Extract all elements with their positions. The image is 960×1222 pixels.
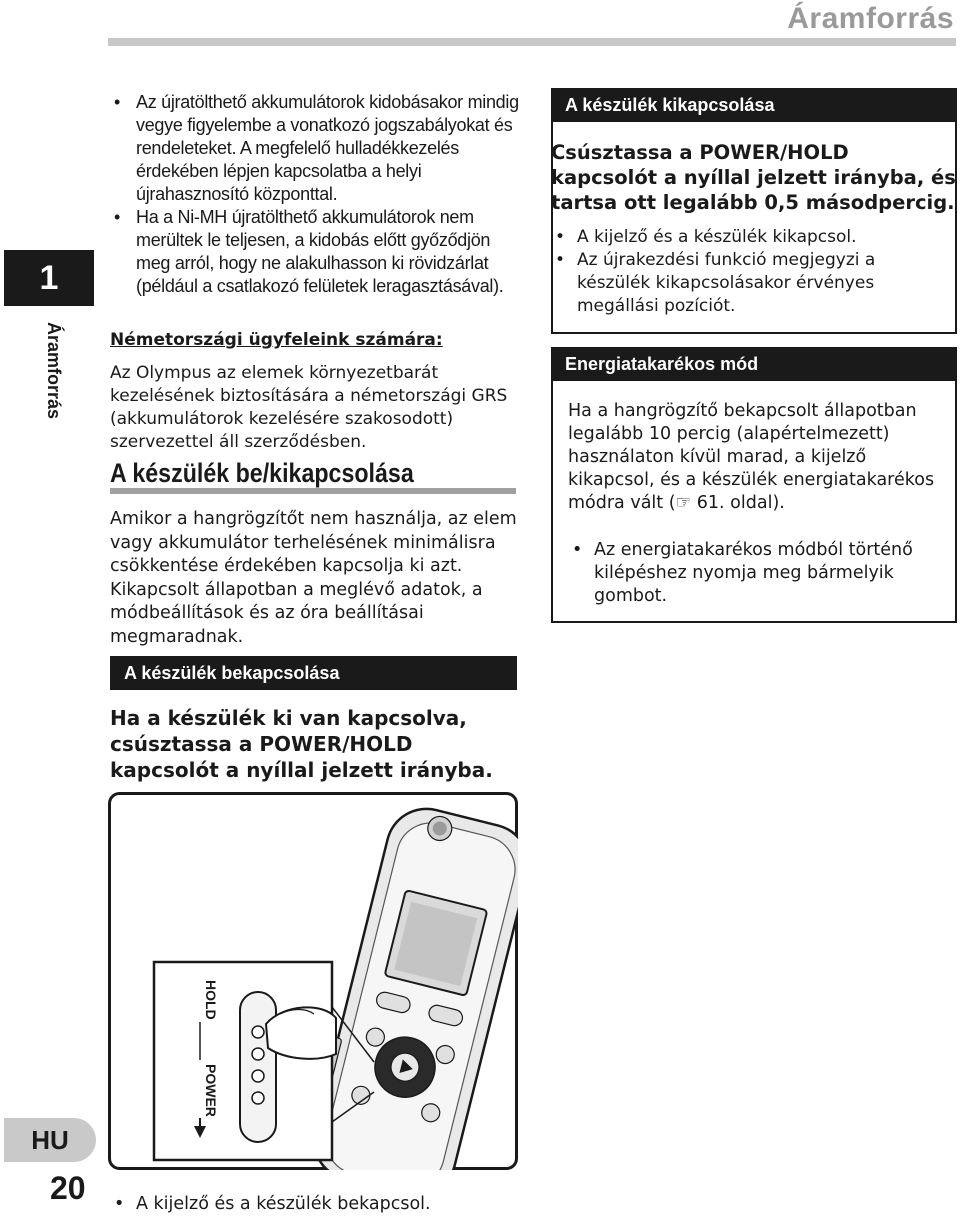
hold-label: HOLD bbox=[203, 980, 219, 1020]
power-label: POWER bbox=[203, 1064, 219, 1117]
chapter-number: 1 bbox=[39, 258, 59, 297]
intro-bullet-list bbox=[110, 91, 520, 298]
list-item: • Az energiatakarékos módból történő kilépéshez nyomja meg bármelyik gombot. bbox=[568, 539, 948, 608]
page-header-title: Áramforrás bbox=[787, 2, 954, 35]
list-item: • Ha a Ni-MH újratölthető akkumulátorok nem merültek le teljesen, a kidobás előtt győződjön meg arról, hogy ne alakulhasson ki rövidzárlat (például a csatlakozó felületek leragasztásával). bbox=[110, 206, 520, 298]
power-on-instruction: Ha a készülék ki van kapcsolva, csúsztassa a POWER/HOLD kapcsolót a nyíllal jelzett irányba. bbox=[110, 706, 493, 782]
energy-saving-bullet-list bbox=[568, 539, 948, 608]
language-tab bbox=[4, 1118, 96, 1162]
power-off-bullet-list bbox=[551, 226, 951, 318]
germany-text: Az Olympus az elemek környezetbarát kezelésének biztosítására a németországi GRS (akkumulátorok kezelésére szakosodott) szervezettel áll szerződésben. bbox=[110, 363, 508, 452]
power-on-heading-bar bbox=[110, 656, 517, 690]
language-code: HU bbox=[31, 1124, 69, 1155]
power-off-instruction: Csúsztassa a POWER/HOLD kapcsolót a nyíllal jelzett irányba, és tartsa ott legalább 0,5 másodpercig. bbox=[551, 141, 956, 214]
power-on-result-list bbox=[110, 1193, 530, 1216]
section-title: A készülék be/kikapcsolása bbox=[110, 458, 414, 488]
list-item: • A kijelző és a készülék kikapcsol. bbox=[551, 226, 951, 249]
list-item: • Az újratölthető akkumulátorok kidobásakor mindig vegye figyelembe a vonatkozó jogszabályokat és rendeleteket. A megfelelő hulladékkezelés érdekében lépjen kapcsolatba a helyi újrahasznosító központtal. bbox=[110, 91, 520, 206]
voice-recorder-illustration bbox=[108, 792, 518, 1170]
chapter-number-tab bbox=[4, 250, 94, 306]
energy-saving-text: Ha a hangrögzítő bekapcsolt állapotban legalább 10 percig (alapértelmezett) használaton kívül marad, a kijelző kikapcsol, és a készülék energiatakarékos módra vált (☞ 61. oldal). bbox=[568, 401, 935, 513]
voice-recorder-icon bbox=[108, 792, 518, 1170]
power-on-heading: A készülék bekapcsolása bbox=[124, 662, 340, 683]
section-text: Amikor a hangrögzítőt nem használja, az elem vagy akkumulátor terhelésének minimálisra csökkentése érdekében kapcsolja ki azt. Kikapcsolt állapotban a meglévő adatok, a módbeállítások és az óra beállításai megmaradnak. bbox=[110, 509, 517, 647]
power-off-heading-bar bbox=[551, 88, 957, 122]
power-off-heading: A készülék kikapcsolása bbox=[565, 94, 775, 115]
energy-saving-heading: Energiatakarékos mód bbox=[565, 353, 759, 374]
germany-heading: Németországi ügyfeleink számára: bbox=[110, 330, 443, 350]
energy-saving-heading-bar bbox=[551, 347, 957, 381]
chapter-label-vertical: Áramforrás bbox=[44, 322, 64, 420]
list-item: • Az újrakezdési funkció megjegyzi a készülék kikapcsolásakor érvényes megállási pozíciót. bbox=[551, 249, 951, 318]
section-rule bbox=[110, 488, 516, 494]
list-item: • A kijelző és a készülék bekapcsol. bbox=[110, 1193, 530, 1216]
header-rule bbox=[108, 38, 956, 46]
page-number: 20 bbox=[50, 1170, 86, 1206]
